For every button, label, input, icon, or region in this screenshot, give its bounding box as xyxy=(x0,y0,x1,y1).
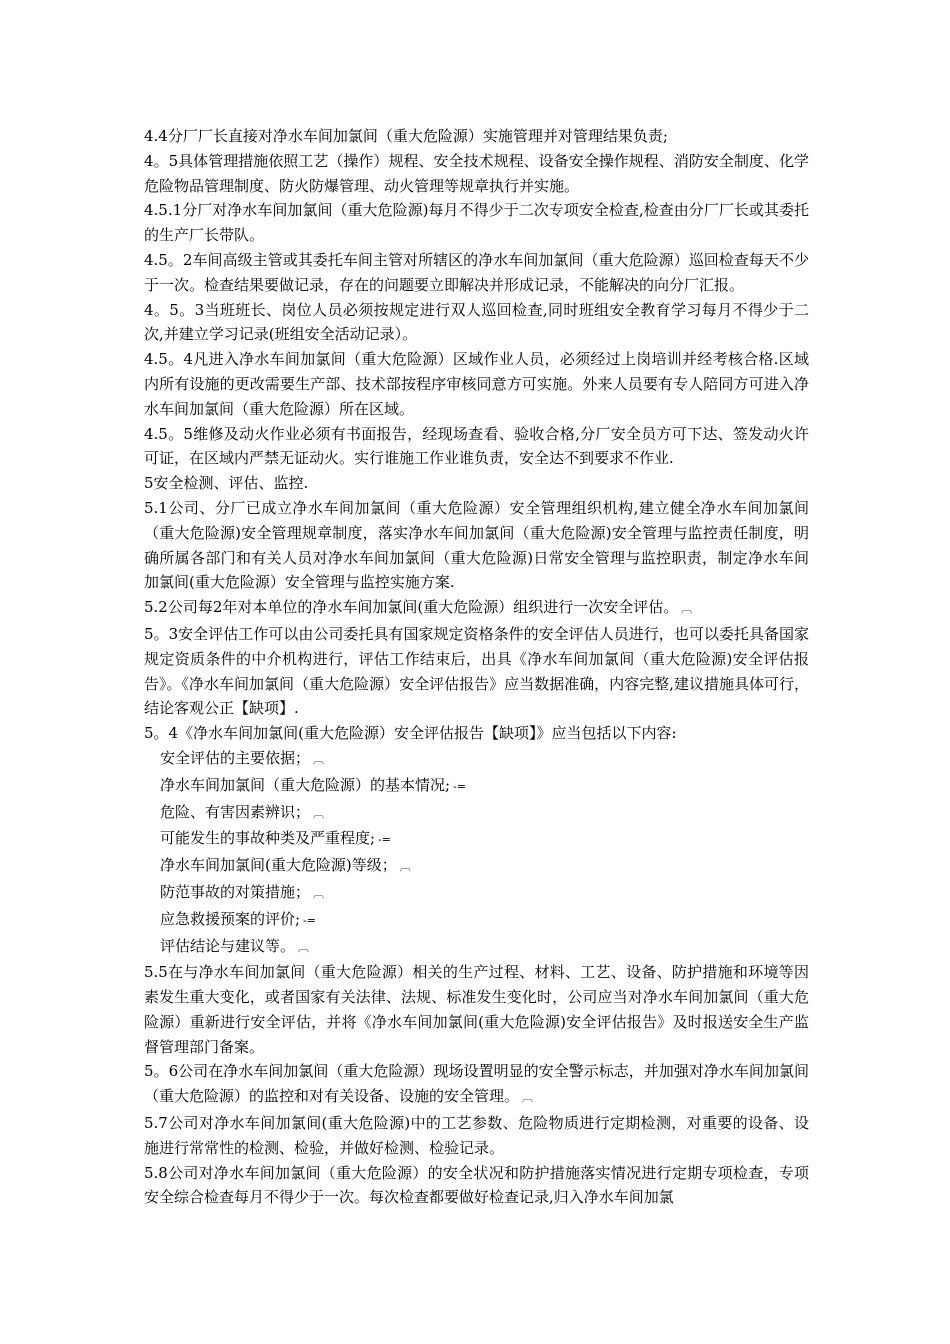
list-item xyxy=(144,907,809,934)
paragraph-mark-icon: -= xyxy=(453,779,466,793)
paragraph-mark-icon: ︹ xyxy=(522,1091,534,1105)
paragraph xyxy=(144,471,809,496)
paragraph-text: 4.5。5维修及动火作业必须有书面报告，经现场查看、验收合格,分厂安全员方可下达、签发动火许可证，在区域内严禁无证动火。实行谁施工作业谁负责，安全达不到要求不作业. xyxy=(144,424,809,468)
paragraph xyxy=(144,960,809,1059)
paragraph-text: 可能发生的事故种类及严重程度; xyxy=(160,829,376,848)
paragraph-text: 5安全检测、评估、监控. xyxy=(144,474,309,493)
paragraph-text: 5.7公司对净水车间加氯间(重大危险源)中的工艺参数、危险物质进行定期检测，对重要的设备、设施进行常常性的检测、检验，并做好检测、检验记录。 xyxy=(144,1114,809,1157)
paragraph-text: 评估结论与建议等。 xyxy=(160,936,296,955)
paragraph xyxy=(144,1059,809,1111)
paragraph-mark-icon: -= xyxy=(303,913,316,927)
paragraph xyxy=(144,347,809,421)
list-item xyxy=(144,800,809,827)
paragraph xyxy=(144,422,809,472)
document-body xyxy=(144,124,809,1210)
paragraph xyxy=(144,1161,809,1211)
paragraph-text: 5。6公司在净水车间加氯间（重大危险源）现场设置明显的安全警示标志，并加强对净水车间加氯间（重大危险源）的监控和对有关设备、设施的安全管理。 xyxy=(144,1062,809,1106)
paragraph-text: 5。3安全评估工作可以由公司委托具有国家规定资格条件的安全评估人员进行，也可以委托具备国家规定资质条件的中介机构进行，评估工作结束后，出具《净水车间加氯间（重大危险源)安全评估报告》。《净水车间加氯间（重大危险源）安全评估报告》应当数据准确，内容完整,建议措施具体可行，结论客观公正【缺项】. xyxy=(144,624,809,718)
paragraph xyxy=(144,1111,809,1161)
paragraph-text: 5。4《净水车间加氯间(重大危险源）安全评估报告【缺项】》应当包括以下内容: xyxy=(144,724,677,743)
paragraph-text: 净水车间加氯间(重大危险源)等级； xyxy=(160,856,397,875)
paragraph xyxy=(144,496,809,595)
paragraph-text: 5.2公司每2年对本单位的净水车间加氯间(重大危险源）组织进行一次安全评估。 xyxy=(144,598,679,617)
paragraph-text: 应急救援预案的评价; xyxy=(160,909,301,928)
paragraph-text: 4.5.1分厂对净水车间加氯间（重大危险源)每月不得少于二次专项安全检查,检查由分厂厂长或其委托的生产厂长带队。 xyxy=(144,201,809,245)
paragraph-text: 5.1公司、分厂已成立净水车间加氯间（重大危险源）安全管理组织机构,建立健全净水车间加氯间（重大危险源)安全管理规章制度，落实净水车间加氯间（重大危险源)安全管理与监控责任制度，明确所属各部门和有关人员对净水车间加氯间（重大危险源)日常安全管理与监控职责，制定净水车间加氯间(重大危险源）安全管理与监控实施方案. xyxy=(144,498,809,592)
paragraph-mark-icon: ︹ xyxy=(298,940,310,954)
paragraph xyxy=(144,248,809,298)
paragraph-text: 危险、有害因素辨识； xyxy=(160,802,311,821)
paragraph-mark-icon: ︹ xyxy=(313,752,325,766)
paragraph-text: 安全评估的主要依据； xyxy=(160,748,311,767)
paragraph-text: 4.4分厂厂长直接对净水车间加氯间（重大危险源）实施管理并对管理结果负责; xyxy=(144,127,668,145)
paragraph xyxy=(144,149,809,199)
paragraph xyxy=(144,721,809,746)
list-item xyxy=(144,746,809,773)
paragraph-mark-icon: ︹ xyxy=(681,602,693,616)
paragraph-text: 5.5在与净水车间加氯间（重大危险源）相关的生产过程、材料、工艺、设备、防护措施和环境等因素发生重大变化，或者国家有关法律、法规、标准发生变化时，公司应当对净水车间加氯间（重大危险源）重新进行安全评估，并将《净水车间加氯间(重大危险源)安全评估报告》及时报送安全生产监督管理部门备案。 xyxy=(144,963,809,1056)
paragraph-text: 净水车间加氯间（重大危险源）的基本情况; xyxy=(160,775,451,794)
paragraph xyxy=(144,622,809,721)
paragraph-mark-icon: ︹ xyxy=(313,806,325,820)
paragraph xyxy=(144,124,809,149)
list-item xyxy=(144,853,809,880)
paragraph xyxy=(144,595,809,622)
paragraph-text: 4.5。4凡进入净水车间加氯间（重大危险源）区域作业人员，必须经过上岗培训并经考核合格.区域内所有设施的更改需要生产部、技术部按程序审核同意方可实施。外来人员要有专人陪同方可进入净水车间加氯间（重大危险源）所在区域。 xyxy=(144,350,809,418)
list-item xyxy=(144,934,809,961)
paragraph xyxy=(144,198,809,248)
paragraph-text: 防范事故的对策措施； xyxy=(160,882,311,901)
paragraph xyxy=(144,298,809,348)
paragraph-mark-icon: ︹ xyxy=(313,886,325,900)
paragraph-text: 4.5。2车间高级主管或其委托车间主管对所辖区的净水车间加氯间（重大危险源）巡回检查每天不少于一次。检查结果要做记录，存在的问题要立即解决并形成记录，不能解决的向分厂汇报。 xyxy=(144,250,809,294)
list-item xyxy=(144,880,809,907)
paragraph-text: 5.8公司对净水车间加氯间（重大危险源）的安全状况和防护措施落实情况进行定期专项检查，专项安全综合检查每月不得少于一次。每次检查都要做好检查记录,归入净水车间加氯 xyxy=(144,1163,809,1207)
list-item xyxy=(144,826,809,853)
paragraph-text: 4。5。3当班班长、岗位人员必须按规定进行双人巡回检查,同时班组安全教育学习每月不得少于二次,并建立学习记录(班组安全活动记录）。 xyxy=(144,300,809,344)
paragraph-mark-icon: ︹ xyxy=(399,860,411,874)
list-item xyxy=(144,773,809,800)
paragraph-text: 4。5具体管理措施依照工艺（操作）规程、安全技术规程、设备安全操作规程、消防安全制度、化学危险物品管理制度、防火防爆管理、动火管理等规章执行并实施。 xyxy=(144,151,809,195)
paragraph-mark-icon: -= xyxy=(378,833,391,847)
